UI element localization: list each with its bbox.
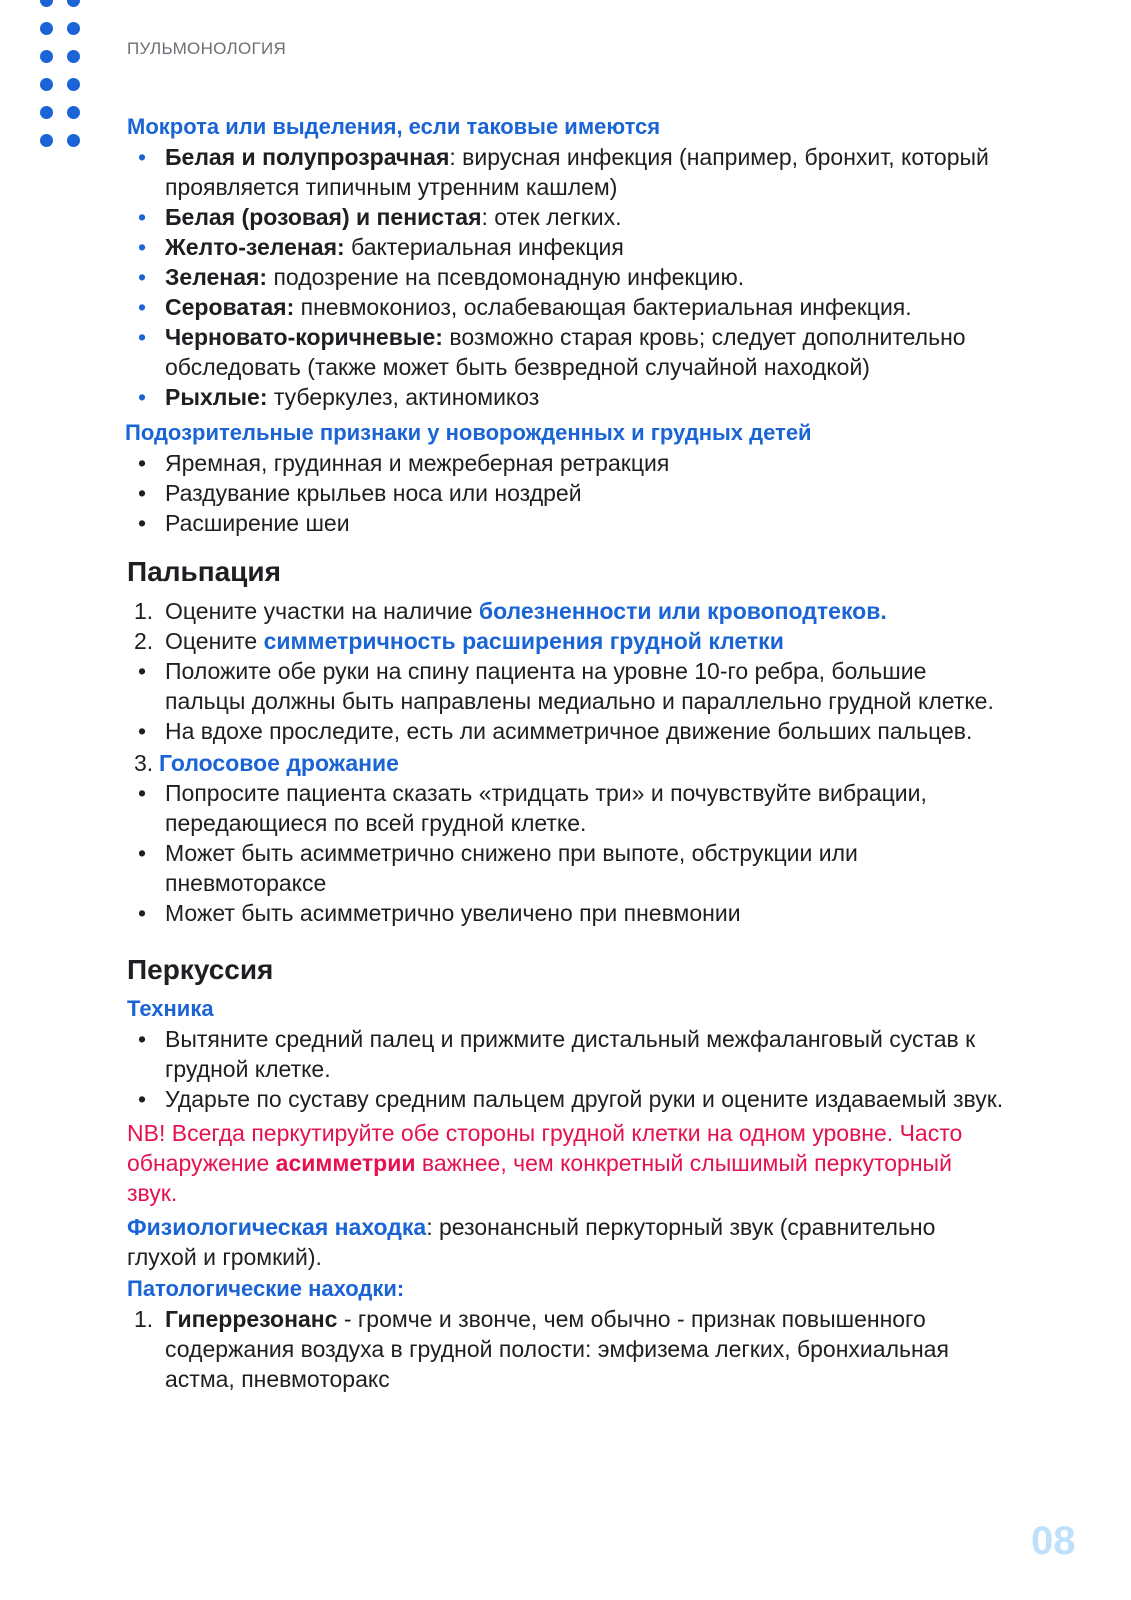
item-text: : отек легких.	[481, 204, 622, 230]
step-text: Оцените участки на наличие	[165, 598, 479, 624]
sputum-heading: Мокрота или выделения, если таковые имеются	[127, 114, 661, 139]
nb-text-end: важнее, чем конкретный слышимый перкуторный звук.	[127, 1150, 952, 1206]
item-text: Может быть асимметрично снижено при выпоте, обструкции или пневмотораксе	[165, 840, 858, 896]
list-item: • Рыхлые: туберкулез, актиномикоз	[138, 384, 540, 410]
list-item: • Расширение шеи	[138, 510, 350, 536]
step-number: 1.	[134, 598, 154, 624]
list-item: • Сероватая: пневмокониоз, ослабевающая бактериальная инфекция.	[138, 294, 912, 320]
item-text: пневмокониоз, ослабевающая бактериальная инфекция.	[294, 294, 912, 320]
step-number: 2.	[134, 628, 154, 654]
step-number: 3.	[134, 750, 154, 776]
step-highlight: болезненности или кровоподтеков.	[478, 598, 887, 624]
list-item: • Ударьте по суставу средним пальцем другой руки и оцените издаваемый звук.	[138, 1086, 1004, 1112]
list-item: • Желто-зеленая: бактериальная инфекция	[138, 234, 624, 260]
list-item: • Вытяните средний палец и прижмите дистальный межфаланговый сустав к грудной клетке.	[138, 1026, 976, 1082]
page-number: 08	[1031, 1519, 1076, 1563]
nb-note	[127, 1118, 1131, 1208]
step-highlight: Голосовое дрожание	[159, 750, 399, 776]
item-text: - громче и звонче, чем обычно - признак повышенного содержания воздуха в грудной полости: эмфизема легких, бронхиальная астма, пневмоторакс	[165, 1306, 949, 1392]
term: Желто-зеленая:	[165, 234, 345, 260]
item-text: Положите обе руки на спину пациента на уровне 10-го ребра, большие пальцы должны быть направлены медиально и параллельно грудной клетке.	[165, 658, 994, 714]
patho-heading: Патологические находки:	[127, 1276, 405, 1301]
list-item: • Может быть асимметрично снижено при выпоте, обструкции или пневмотораксе	[138, 840, 858, 896]
infants-heading: Подозрительные признаки у новорожденных и грудных детей	[125, 420, 812, 445]
item-text: подозрение на псевдомонадную инфекцию.	[267, 264, 745, 290]
section-header: ПУЛЬМОНОЛОГИЯ	[127, 39, 287, 58]
step-text: Оцените	[165, 628, 264, 654]
list-item: • Может быть асимметрично увеличено при пневмонии	[138, 900, 741, 926]
list-item: • Положите обе руки на спину пациента на уровне 10-го ребра, большие пальцы должны быть направлены медиально и параллельно грудной клетке.	[138, 658, 994, 714]
step-item	[0, 626, 1131, 656]
step-item	[0, 748, 1131, 778]
item-text: Ударьте по суставу средним пальцем другой руки и оцените издаваемый звук.	[165, 1086, 1004, 1112]
item-text: Яремная, грудинная и межреберная ретракция	[165, 450, 670, 476]
item-text: возможно старая кровь; следует дополнительно обследовать (также может быть безвредной случайной находкой)	[165, 324, 966, 380]
step-item	[0, 1304, 1131, 1394]
term: Сероватая:	[165, 294, 295, 320]
physio-label: Физиологическая находка	[127, 1214, 427, 1240]
palpation-heading: Пальпация	[127, 556, 281, 587]
nb-text: NB! Всегда перкутируйте обе стороны грудной клетки на одном уровне. Часто обнаружение	[127, 1120, 963, 1176]
physio-text: : резонансный перкуторный звук (сравнительно глухой и громкий).	[127, 1214, 936, 1270]
item-text: Вытяните средний палец и прижмите дистальный межфаланговый сустав к грудной клетке.	[165, 1026, 976, 1082]
item-text: Расширение шеи	[165, 510, 350, 536]
item-text: Попросите пациента сказать «тридцать три» и почувствуйте вибрации, передающиеся по всей грудной клетке.	[165, 780, 927, 836]
list-item: • Черновато-коричневые: возможно старая кровь; следует дополнительно обследовать (также может быть безвредной случайной находкой)	[138, 324, 966, 380]
physio-finding	[127, 1212, 1131, 1272]
list-item: • Белая (розовая) и пенистая: отек легких.	[138, 204, 622, 230]
list-item: • Белая и полупрозрачная: вирусная инфекция (например, бронхит, который проявляется типичным утренним кашлем)	[138, 144, 989, 200]
step-item	[0, 596, 1131, 626]
item-text: Может быть асимметрично увеличено при пневмонии	[165, 900, 741, 926]
item-text: : вирусная инфекция (например, бронхит, который проявляется типичным утренним кашлем)	[165, 144, 989, 200]
list-item: • Яремная, грудинная и межреберная ретракция	[138, 450, 670, 476]
nb-bold: асимметрии	[275, 1150, 416, 1176]
list-item: • Зеленая: подозрение на псевдомонадную инфекцию.	[138, 264, 745, 290]
list-item: • На вдохе проследите, есть ли асимметричное движение больших пальцев.	[138, 718, 973, 744]
percussion-heading: Перкуссия	[127, 954, 274, 985]
term: Белая (розовая) и пенистая	[165, 204, 482, 230]
page-content	[0, 112, 1131, 1394]
list-item: • Попросите пациента сказать «тридцать три» и почувствуйте вибрации, передающиеся по всей грудной клетке.	[138, 780, 927, 836]
term: Зеленая:	[165, 264, 268, 290]
step-number: 1.	[134, 1306, 154, 1332]
term: Черновато-коричневые:	[165, 324, 443, 350]
technique-heading: Техника	[127, 996, 214, 1021]
term: Белая и полупрозрачная	[165, 144, 450, 170]
item-text: бактериальная инфекция	[344, 234, 624, 260]
term: Рыхлые:	[165, 384, 268, 410]
item-text: Раздувание крыльев носа или ноздрей	[165, 480, 582, 506]
term: Гиперрезонанс	[165, 1306, 338, 1332]
list-item: • Раздувание крыльев носа или ноздрей	[138, 480, 582, 506]
item-text: туберкулез, актиномикоз	[267, 384, 540, 410]
item-text: На вдохе проследите, есть ли асимметричное движение больших пальцев.	[165, 718, 973, 744]
step-highlight: симметричность расширения грудной клетки	[263, 628, 784, 654]
